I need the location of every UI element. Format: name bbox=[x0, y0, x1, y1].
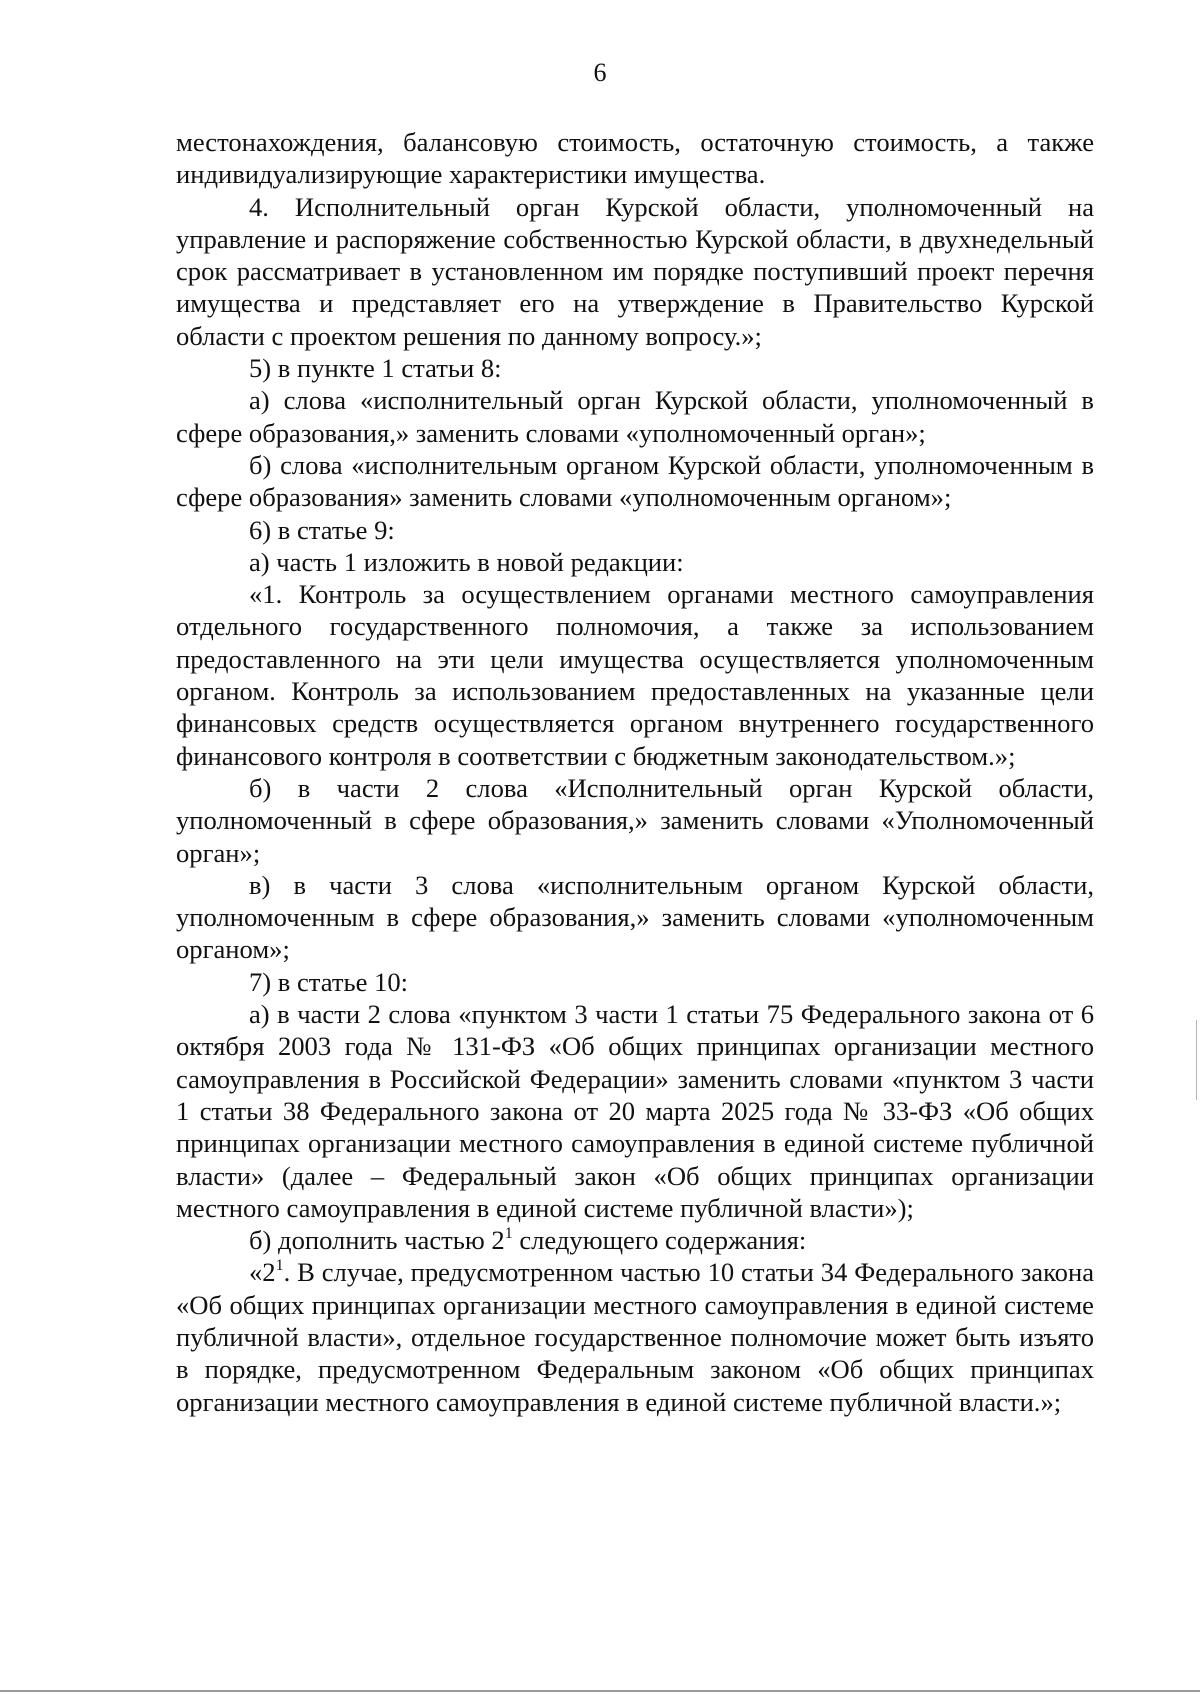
text-segment: б) дополнить частью 2 bbox=[249, 1225, 505, 1256]
paragraph: «1. Контроль за осуществлением органами местного самоуправления отдельного государственного полномочия, а также за использованием предоставленного на эти цели имущества осуществляется уполномоченным органом. Контроль за использованием предоставленных на указанные цели финансовых средств осуществляется органом внутреннего государственного финансового контроля в соответствии с бюджетным законодательством.»; bbox=[176, 579, 1094, 771]
text-segment: «2 bbox=[249, 1257, 276, 1288]
scan-edge-line bbox=[1196, 1020, 1197, 1100]
paragraph: б) в части 2 слова «Исполнительный орган Курской области, уполномоченный в сфере образования,» заменить словами «Уполномоченный орган»; bbox=[176, 772, 1094, 868]
paragraph: а) слова «исполнительный орган Курской области, уполномоченный в сфере образования,» заменить словами «уполномоченный орган»; bbox=[176, 385, 1094, 448]
document-body bbox=[176, 126, 1094, 1418]
paragraph: 7) в статье 10: bbox=[249, 966, 409, 997]
paragraph: в) в части 3 слова «исполнительным органом Курской области, уполномоченным в сфере образования,» заменить словами «уполномоченным органом»; bbox=[176, 869, 1094, 965]
scan-edge-line bbox=[0, 1690, 1200, 1692]
paragraph bbox=[176, 1224, 1094, 1256]
superscript: 1 bbox=[275, 1257, 284, 1275]
paragraph: а) в части 2 слова «пунктом 3 части 1 статьи 75 Федерального закона от 6 октября 2003 года № 131-ФЗ «Об общих принципах организации местного самоуправления в Российской Федерации» заменить словами «пунктом 3 части 1 статьи 38 Федерального закона от 20 марта 2025 года № 33-ФЗ «Об общих принципах организации местного самоуправления в единой системе публичной власти» (далее – Федеральный закон «Об общих принципах организации местного самоуправления в единой системе публичной власти»); bbox=[176, 999, 1094, 1223]
paragraph: местонахождения, балансовую стоимость, остаточную стоимость, а также индивидуализирующие характеристики имущества. bbox=[176, 127, 1094, 190]
text-segment: . В случае, предусмотренном частью 10 статьи 34 Федерального закона «Об общих принципах организации местного самоуправления в единой системе публичной власти», отдельное государственное полномочие может быть изъято в порядке, предусмотренном Федеральным законом «Об общих принципах организации местного самоуправления в единой системе публичной власти.»; bbox=[176, 1257, 1094, 1417]
paragraph: а) часть 1 изложить в новой редакции: bbox=[249, 546, 684, 577]
paragraph bbox=[176, 1256, 1094, 1417]
paragraph: б) слова «исполнительным органом Курской области, уполномоченным в сфере образования» заменить словами «уполномоченным органом»; bbox=[176, 449, 1094, 513]
paragraph: 6) в статье 9: bbox=[249, 514, 395, 545]
text-segment: следующего содержания: bbox=[512, 1225, 807, 1256]
page-number: 6 bbox=[593, 58, 607, 87]
superscript: 1 bbox=[504, 1224, 513, 1242]
paragraph: 4. Исполнительный орган Курской области, уполномоченный на управление и распоряжение собственностью Курской области, в двухнедельный срок рассматривает в установленном им порядке поступивший проект перечня имущества и представляет его на утверждение в Правительство Курской области с проектом решения по данному вопросу.»; bbox=[176, 191, 1094, 351]
paragraph: 5) в пункте 1 статьи 8: bbox=[249, 353, 502, 384]
